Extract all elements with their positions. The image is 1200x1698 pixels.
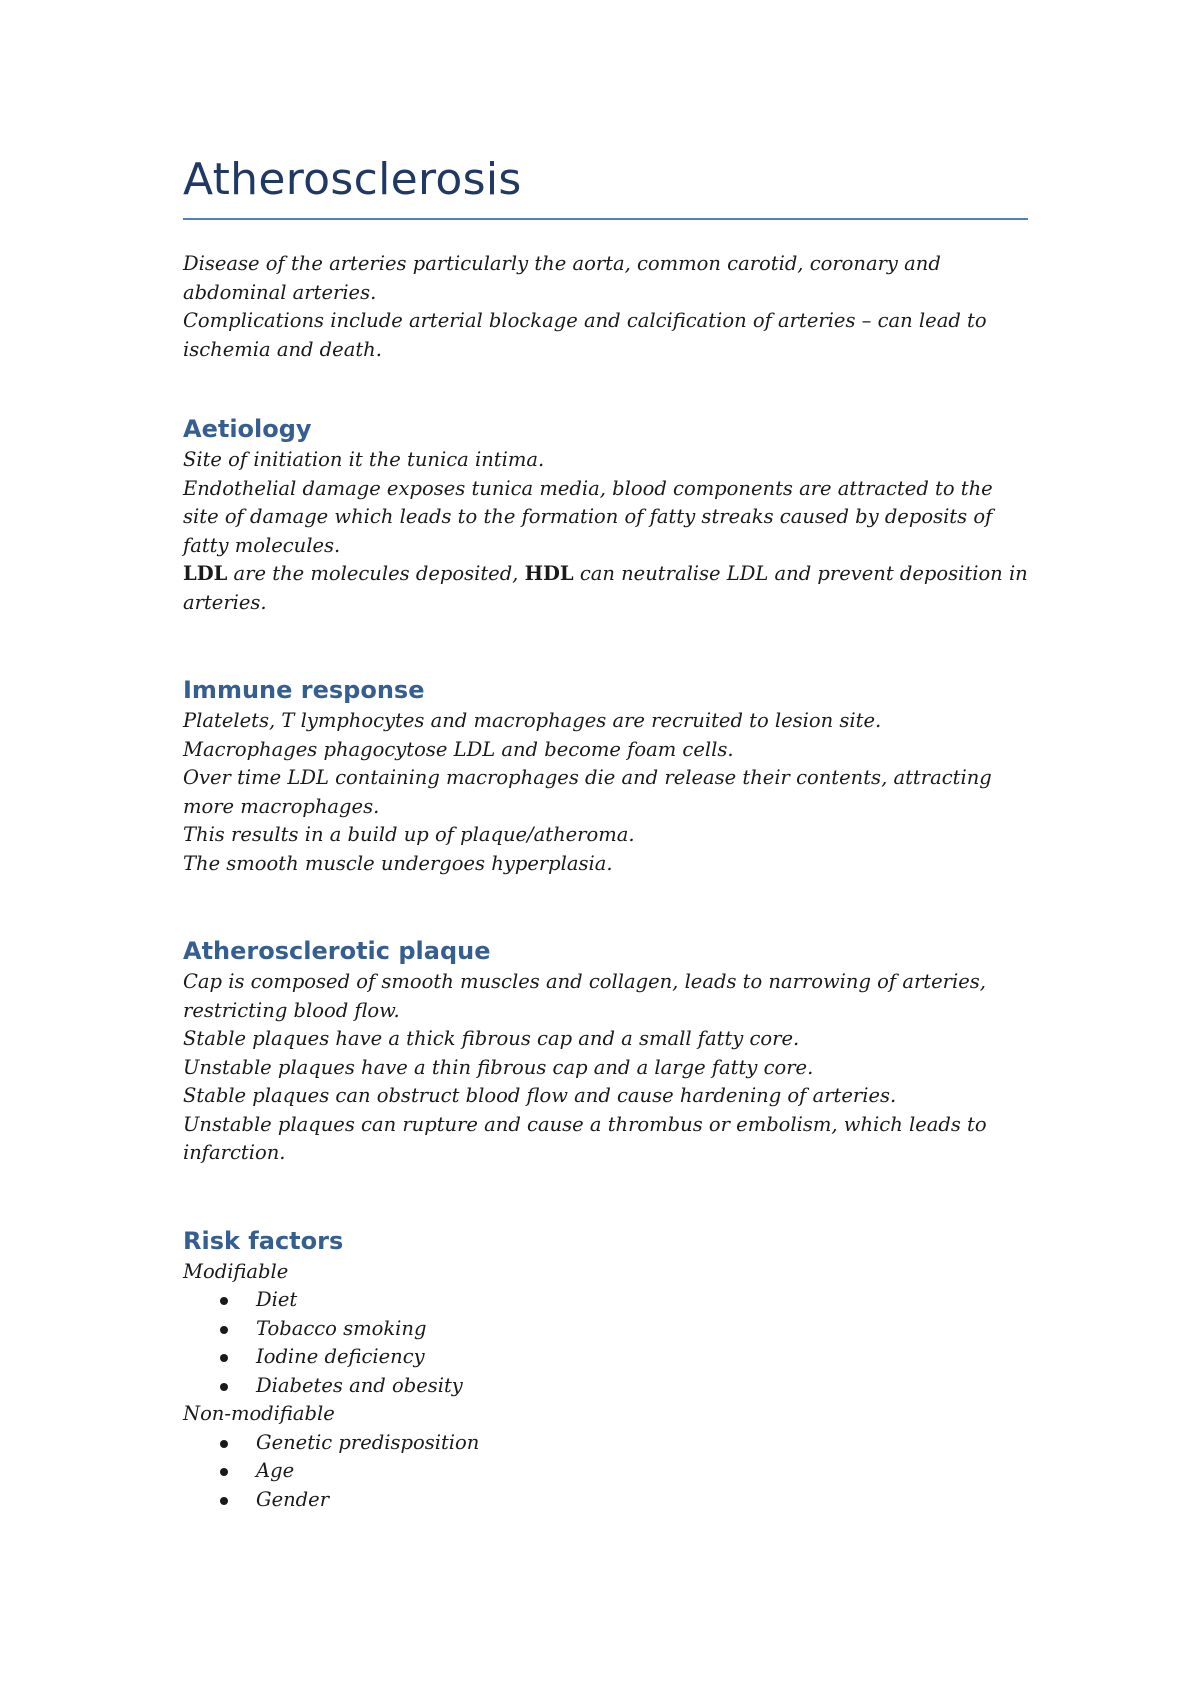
immune-line: Macrophages phagocytose LDL and become foam cells. xyxy=(183,737,734,761)
list-item xyxy=(256,1457,1028,1486)
list-item-text: Gender xyxy=(256,1487,330,1511)
plaque-line: Unstable plaques have a thin fibrous cap and a large fatty core. xyxy=(183,1055,814,1079)
aetiology-line: Endothelial damage exposes tunica media, blood components are attracted to the site of damage which leads to the formation of fatty streaks caused by deposits of fatty molecules. xyxy=(183,476,993,557)
list-item xyxy=(256,1429,1028,1458)
list-item-text: Diabetes and obesity xyxy=(256,1373,463,1397)
immune-line: Platelets, T lymphocytes and macrophages are recruited to lesion site. xyxy=(183,709,882,732)
bullet-icon xyxy=(220,1297,228,1305)
ldl-term: LDL xyxy=(183,562,228,585)
risk-heading: Risk factors xyxy=(183,1226,344,1255)
list-item xyxy=(256,1343,1028,1372)
document-page xyxy=(183,150,1028,1514)
plaque-section xyxy=(183,934,1028,1168)
list-item-text: Tobacco smoking xyxy=(256,1316,427,1340)
aetiology-ldl-line xyxy=(183,560,1028,617)
non-modifiable-list xyxy=(183,1429,1028,1515)
plaque-line: Unstable plaques can rupture and cause a thrombus or embolism, which leads to infarction. xyxy=(183,1112,987,1164)
plaque-heading: Atherosclerotic plaque xyxy=(183,937,491,965)
immune-line: Over time LDL containing macrophages die and release their contents, attracting more macrophages. xyxy=(183,766,992,818)
aetiology-heading: Aetiology xyxy=(183,415,312,443)
immune-line: This results in a build up of plaque/atheroma. xyxy=(183,823,635,846)
list-item xyxy=(256,1486,1028,1515)
list-item-text: Iodine deficiency xyxy=(256,1345,425,1368)
list-item xyxy=(256,1372,1028,1401)
title-underline xyxy=(183,218,1028,220)
bullet-icon xyxy=(220,1497,228,1505)
immune-line: The smooth muscle undergoes hyperplasia. xyxy=(183,851,613,875)
plaque-line: Stable plaques can obstruct blood flow and cause hardening of arteries. xyxy=(183,1084,897,1107)
list-item-text: Genetic predisposition xyxy=(256,1430,480,1454)
bullet-icon xyxy=(220,1383,228,1391)
risk-section xyxy=(183,1224,1028,1515)
modifiable-label: Modifiable xyxy=(183,1259,289,1283)
modifiable-list xyxy=(183,1286,1028,1400)
bullet-icon xyxy=(220,1326,228,1334)
intro-line: Disease of the arteries particularly the aorta, common carotid, coronary and abdominal arteries. xyxy=(183,252,941,304)
intro-line: Complications include arterial blockage and calcification of arteries – can lead to ischemia and death. xyxy=(183,309,987,361)
aetiology-line: Site of initiation it the tunica intima. xyxy=(183,448,545,471)
list-item xyxy=(256,1286,1028,1315)
ldl-text: are the molecules deposited, xyxy=(227,562,525,585)
immune-heading: Immune response xyxy=(183,676,425,704)
hdl-term: HDL xyxy=(524,562,574,585)
bullet-icon xyxy=(220,1354,228,1362)
hdl-text: can neutralise LDL and prevent deposition in arteries. xyxy=(183,562,1028,614)
plaque-line: Cap is composed of smooth muscles and collagen, leads to narrowing of arteries, restricting blood flow. xyxy=(183,970,986,1022)
aetiology-section xyxy=(183,412,1028,617)
page-title: Atherosclerosis xyxy=(183,154,522,205)
list-item xyxy=(256,1315,1028,1344)
immune-section xyxy=(183,673,1028,878)
non-modifiable-label: Non-modifiable xyxy=(183,1402,335,1425)
intro-section xyxy=(183,250,1028,364)
plaque-line: Stable plaques have a thick fibrous cap and a small fatty core. xyxy=(183,1027,800,1050)
bullet-icon xyxy=(220,1440,228,1448)
bullet-icon xyxy=(220,1468,228,1476)
list-item-text: Age xyxy=(256,1459,295,1482)
list-item-text: Diet xyxy=(256,1288,298,1311)
